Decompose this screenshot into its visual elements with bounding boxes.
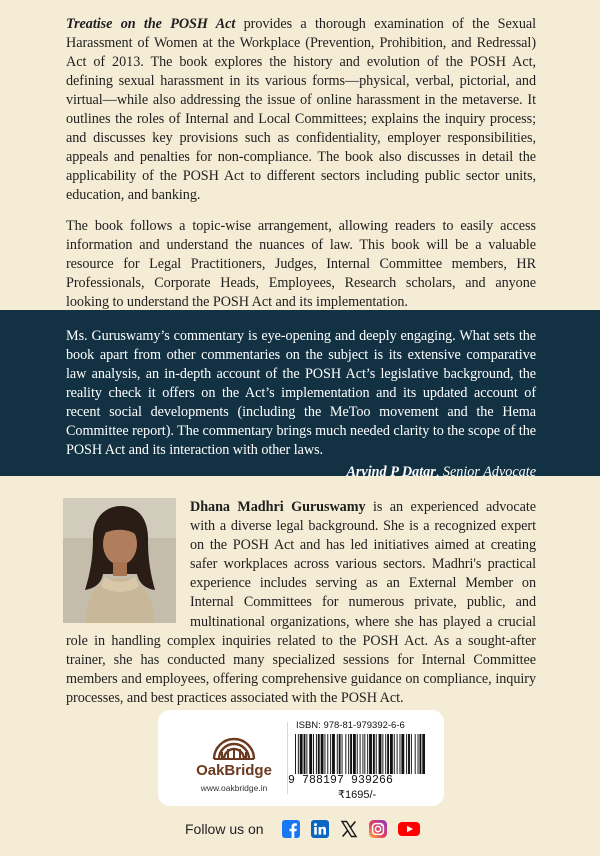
book-description	[66, 15, 536, 312]
barcode-icon	[293, 734, 425, 774]
publisher-url[interactable]: www.oakbridge.in	[200, 783, 268, 793]
follow-us-label: Follow us on	[185, 821, 264, 837]
facebook-icon[interactable]	[282, 820, 300, 838]
social-follow-row	[185, 818, 431, 840]
review-quote	[66, 327, 536, 481]
youtube-icon[interactable]	[398, 820, 420, 838]
instagram-icon[interactable]	[369, 820, 387, 838]
reviewer-role: , Senior Advocate	[435, 464, 536, 480]
oakbridge-arch-icon	[184, 728, 284, 762]
review-byline	[66, 464, 536, 481]
description-paragraph-1	[66, 15, 536, 205]
linkedin-icon[interactable]	[311, 820, 329, 838]
book-title: Treatise on the POSH Act	[66, 16, 236, 32]
price-label: ₹1695/-	[338, 789, 377, 801]
barcode-card	[158, 710, 444, 806]
publisher-name: OakBridge	[196, 762, 272, 779]
author-name: Dhana Madhri Guruswamy	[190, 499, 366, 515]
reviewer-name: Arvind P Datar	[346, 464, 436, 480]
author-bio-body: is an experienced advocate with a diverse legal background. She is a recognized expert on the POSH Act and has led initiatives aimed at creating safer workplaces across various sectors. Madhri's practical experience includes serving as an External Member on Internal Committees for numerous private, public, and multinational organizations, where she has played a crucial role in handling complex inquiries related to the POSH Act. As a sought-after trainer, she has conducted many specialized sessions for Internal Committee members and employees, offering comprehensive guidance on compliance, inquiry processes, and best practices associated with the POSH Act.	[66, 499, 536, 706]
publisher-logo[interactable]	[184, 728, 284, 798]
author-bio	[66, 498, 536, 708]
isbn-label: ISBN: 978-81-979392-6-6	[296, 720, 405, 731]
description-paragraph-2: The book follows a topic-wise arrangement, allowing readers to easily access information and understand the nuances of law. This book will be a valuable resource for Legal Practitioners, Judges, Internal Committee members, HR Professionals, Corporate Heads, Employees, Research scholars, and anyone looking to understand the POSH Act and its implementation.	[66, 218, 536, 310]
barcode-digits: 9 788197 939266	[288, 774, 394, 787]
photo-spacer	[66, 498, 190, 629]
x-icon[interactable]	[340, 820, 358, 838]
description-p1-text: provides a thorough examination of the Sexual Harassment of Women at the Workplace (Prevention, Prohibition, and Redressal) Act of 2013. The book explores the history and evolution of the POSH Act, defining sexual harassment in its various forms—physical, verbal, pictorial, and virtual—while also addressing the issue of online harassment in the metaverse. It outlines the roles of Internal and Local Committees; explains the inquiry process; and discusses key provisions such as confidentiality, employer responsibilities, appeals and penalties for non-compliance. The book also discusses in detail the applicability of the POSH Act to different sectors including public sector units, education, and banking.	[66, 16, 536, 203]
review-body: Ms. Guruswamy’s commentary is eye-opening and deeply engaging. What sets the book apart from other commentaries on the subject is its extensive comparative law analysis, an in-depth account of the POSH Act’s legislative background, the reality check it offers on the Act’s implementation and its updated account of recent social developments (including the MeToo movement and the Hema Committee report). The commentary brings much needed clarity to the scope of the POSH Act and its interaction with other laws.	[66, 328, 536, 458]
